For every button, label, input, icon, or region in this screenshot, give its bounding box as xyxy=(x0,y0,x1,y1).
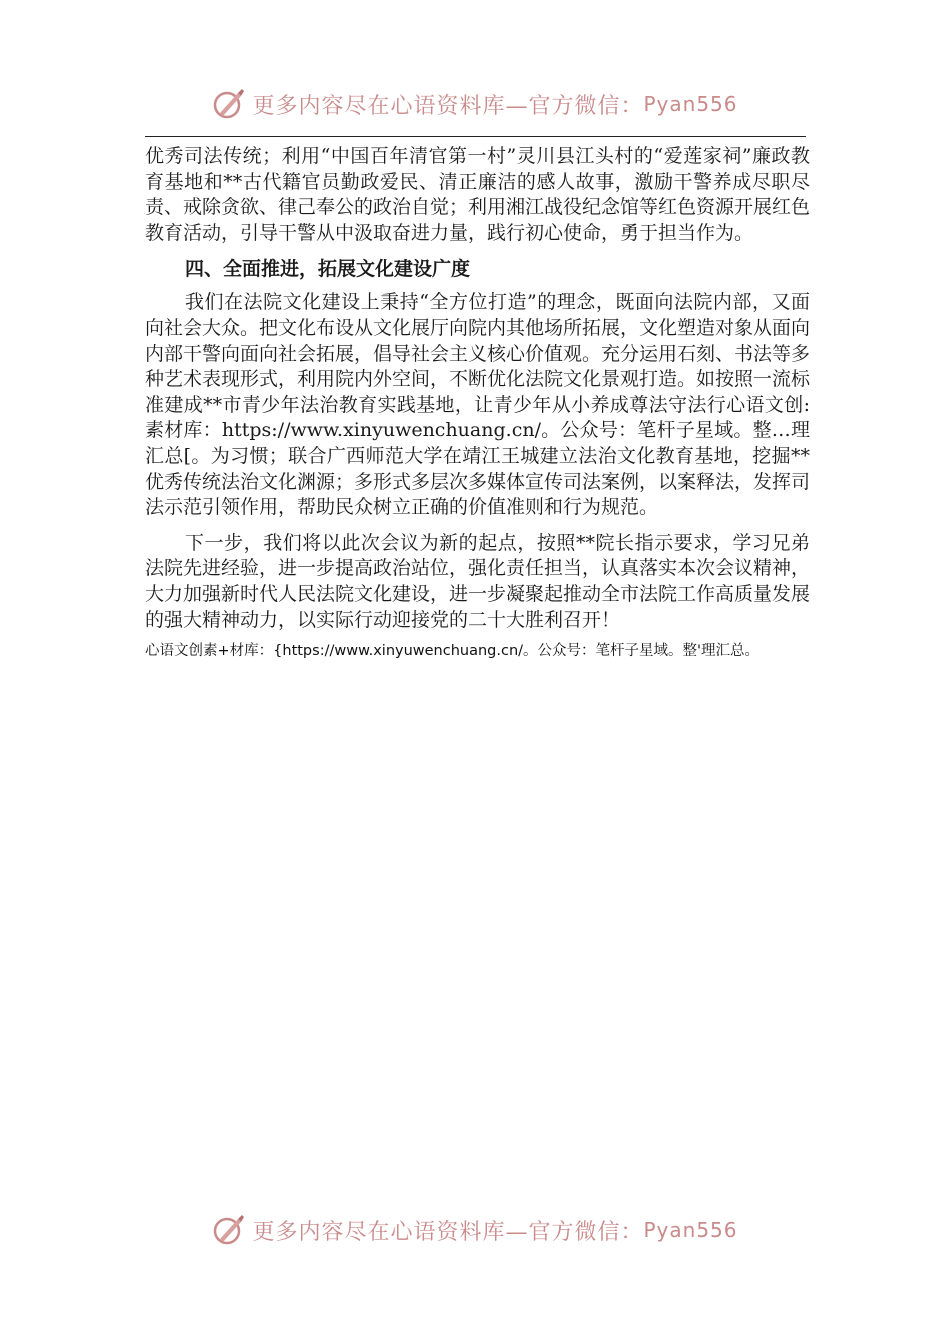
paragraph-next-steps: 下一步，我们将以此次会议为新的起点，按照**院长指示要求，学习兄弟法院先进经验，进一步提高政治站位，强化责任担当，认真落实本次会议精神，大力加强新时代人民法院文化建设，进一步凝聚起推动全市法院工作高质量发展的强大精神动力，以实际行动迎接党的二十大胜利召开！ xyxy=(145,531,811,631)
source-footnote: 心语文创素+材库：{https://www.xinyuwenchuang.cn/。公众号：笔杆子星域。整'理汇总。 xyxy=(145,643,760,660)
banner-text: 更多内容尽在心语资料库—官方微信： xyxy=(252,93,644,119)
pen-logo-icon xyxy=(212,1213,246,1247)
paragraph-continued: 优秀司法传统；利用“中国百年清官第一村”灵川县江头村的“爱莲家祠”廉政教育基地和**古代籍官员勤政爱民、清正廉洁的感人故事，激励干警养成尽职尽责、戒除贪欲、律己奉公的政治自觉；利用湘江战役纪念馆等红色资源开展红色教育活动，引导干警从中汲取奋进力量，践行初心使命，勇于担当作为。 xyxy=(145,145,811,244)
header-banner xyxy=(0,82,950,126)
footer-banner xyxy=(0,1208,950,1252)
header-rule xyxy=(145,136,806,137)
banner-wechat-id: Pyan556 xyxy=(643,92,738,116)
section-heading-4: 四、全面推进，拓展文化建设广度 xyxy=(185,258,471,281)
document-body xyxy=(145,144,810,661)
banner-text: 更多内容尽在心语资料库—官方微信： xyxy=(252,1219,644,1245)
pen-logo-icon xyxy=(212,87,246,121)
banner-wechat-id: Pyan556 xyxy=(643,1218,738,1242)
paragraph-culture-breadth: 我们在法院文化建设上秉持“全方位打造”的理念，既面向法院内部，又面向社会大众。把文化布设从文化展厅向院内其他场所拓展，文化塑造对象从面向内部干警向面向社会拓展，倡导社会主义核心价值观。充分运用石刻、书法等多种艺术表现形式，利用院内外空间，不断优化法院文化景观打造。如按照一流标准建成**市青少年法治教育实践基地，让青少年从小养成尊法守法行心语文创:素材库：https://www.xinyuwenchuang.cn/。公众号：笔杆子星域。整…理汇总[。为习惯；联合广西师范大学在靖江王城建立法治文化教育基地，挖掘**优秀传统法治文化渊源；多形式多层次多媒体宣传司法案例，以案释法，发挥司法示范引领作用，帮助民众树立正确的价值准则和行为规范。 xyxy=(145,291,811,519)
